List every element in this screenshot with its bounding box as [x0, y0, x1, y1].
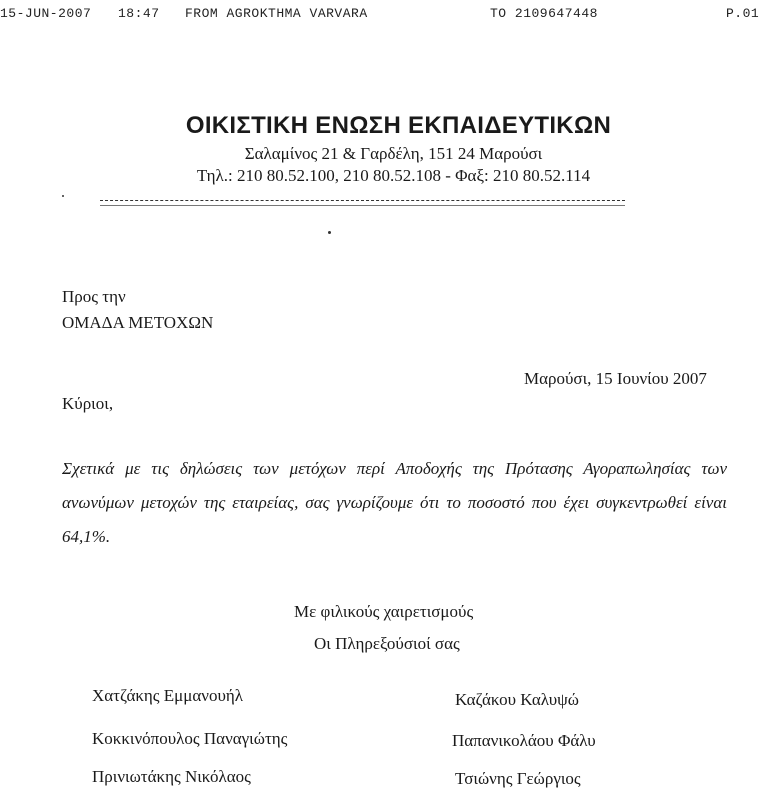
signatory-name: Τσιώνης Γεώργιος	[455, 769, 581, 788]
scan-speck	[328, 231, 331, 234]
letterhead-divider	[100, 200, 625, 201]
recipient-line1: Προς την	[62, 287, 126, 306]
signatory-name: Παπανικολάου Φάλυ	[452, 731, 596, 750]
letter-date: Μαρούσι, 15 Ιουνίου 2007	[524, 369, 707, 388]
fax-to: TO 2109647448	[490, 6, 598, 21]
letter-body: Σχετικά με τις δηλώσεις των μετόχων περί Αποδοχής της Πρότασης Αγοραπωλησίας των ανωνύμων μετοχών της εταιρείας, σας γνωρίζουμε ότι το ποσοστό που έχει συγκεντρωθεί είναι 64,1%.	[62, 459, 727, 546]
salutation: Κύριοι,	[62, 394, 114, 413]
organization-name: ΟΙΚΙΣΤΙΚΗ ΕΝΩΣΗ ΕΚΠΑΙΔΕΥΤΙΚΩΝ	[185, 112, 612, 139]
signatory-name: Πρινιωτάκης Νικόλαος	[92, 767, 251, 786]
organization-address: Σαλαμίνος 21 & Γαρδέλη, 151 24 Μαρούσι	[244, 144, 543, 163]
closing-line2: Οι Πληρεξούσιοί σας	[314, 634, 460, 653]
signatory-name: Κοκκινόπουλος Παναγιώτης	[92, 729, 288, 748]
fax-date: 15-JUN-2007	[0, 6, 92, 21]
closing-line1: Με φιλικούς χαιρετισμούς	[294, 602, 474, 621]
fax-from: FROM AGROKTHMA VARVARA	[185, 6, 368, 21]
scan-speck	[62, 195, 64, 197]
recipient-line2: ΟΜΑΔΑ ΜΕΤΟΧΩΝ	[62, 313, 214, 332]
fax-header	[0, 6, 767, 26]
letterhead	[0, 112, 767, 186]
letterhead-divider-underline	[100, 205, 625, 206]
fax-time: 18:47	[118, 6, 160, 21]
signatory-name: Καζάκου Καλυψώ	[455, 690, 579, 709]
organization-phone: Τηλ.: 210 80.52.100, 210 80.52.108 - Φαξ: 210 80.52.114	[196, 166, 591, 185]
fax-page: P.01	[726, 6, 760, 21]
signatory-name: Χατζάκης Εμμανουήλ	[92, 686, 244, 705]
